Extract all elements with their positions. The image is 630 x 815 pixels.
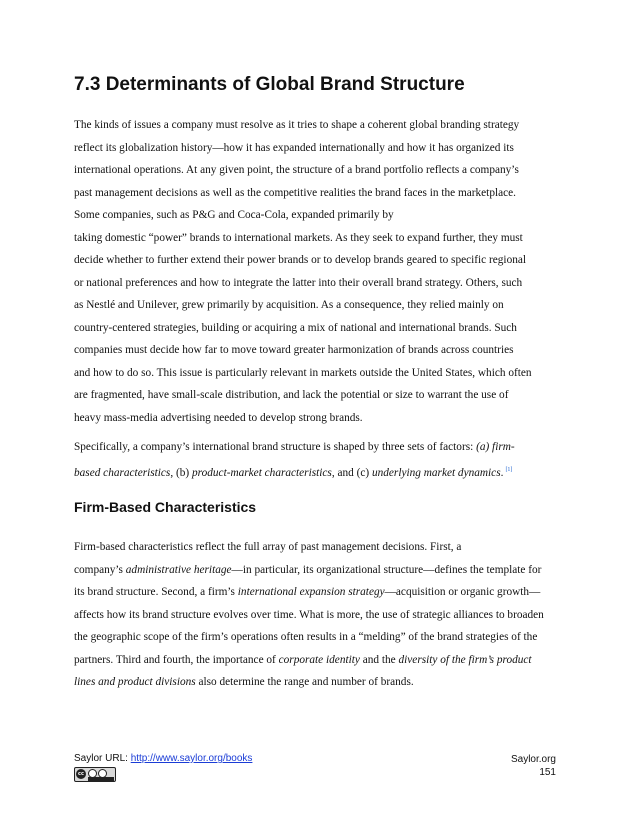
factor-b-emphasis: product-market characteristics: [191, 466, 332, 479]
text-segment: —in particular, its organizational structure—defines the template for: [231, 563, 542, 576]
factor-a-emphasis-cont: based characteristics: [74, 466, 171, 479]
text-line: are fragmented, have small-scale distribution, and lack the potential or size to warrant the use of: [74, 389, 509, 401]
text-segment: its brand structure. Second, a firm’s: [74, 586, 238, 598]
text-line: past management decisions as well as the competitive realities the brand faces in the marketplace.: [74, 186, 516, 199]
paragraph-firm-based: [74, 536, 558, 694]
text-line: affects how its brand structure evolves over time. What is more, the use of strategic alliances to broaden: [74, 608, 544, 621]
page-number: 151: [539, 767, 556, 778]
footer-right: [511, 753, 556, 779]
section-heading: Firm-Based Characteristics: [74, 499, 257, 515]
text-line: or national preferences and how to integrate the latter into their overall brand strategy. Others, such: [74, 276, 523, 289]
text-line: taking domestic “power” brands to international markets. As they seek to expand further, they must: [74, 231, 523, 244]
text-segment: —acquisition or organic growth—: [384, 586, 541, 598]
text-line: companies must decide how far to move toward greater harmonization of brands across countries: [74, 344, 514, 356]
paragraph-intro: [74, 114, 558, 429]
footer-url-label: Saylor URL:: [74, 753, 131, 764]
text-line: The kinds of issues a company must resolve as it tries to shape a coherent global branding strategy: [74, 119, 520, 131]
license-strip: [88, 777, 114, 781]
saylor-books-link[interactable]: http://www.saylor.org/books: [130, 753, 253, 764]
paragraph-factors-text: Specifically, a company’s international brand structure is shaped by three sets of factors:: [74, 441, 477, 453]
administrative-heritage-emphasis: administrative heritage: [125, 563, 232, 576]
text-segment: company’s: [74, 563, 126, 576]
text-line: reflect its globalization history—how it has expanded internationally and how it has organized its: [74, 141, 514, 154]
diversity-emphasis: diversity of the firm’s product: [398, 653, 532, 666]
paragraph-factors: [74, 436, 558, 484]
cc-logo-icon: cc: [76, 769, 86, 779]
page-title: 7.3 Determinants of Global Brand Structure: [74, 74, 465, 95]
text-segment: also determine the range and number of brands.: [195, 676, 414, 688]
footnote-link[interactable]: [1]: [505, 466, 513, 473]
factor-a-emphasis: (a) firm-: [476, 441, 515, 453]
period-text: .: [500, 466, 504, 479]
text-line: decide whether to further extend their power brands or to develop brands geared to specific regional: [74, 254, 527, 266]
text-line: as Nestlé and Unilever, grew primarily by acquisition. As a consequence, they relied mainly on: [74, 299, 504, 311]
separator-text: , (b): [170, 466, 192, 479]
footer-url: [74, 753, 252, 764]
product-lines-emphasis: lines and product divisions: [74, 676, 196, 688]
text-line: Firm-based characteristics reflect the full array of past management decisions. First, a: [74, 541, 462, 553]
corporate-identity-emphasis: corporate identity: [278, 653, 360, 666]
text-line: heavy mass-media advertising needed to develop strong brands.: [74, 411, 363, 424]
text-line: the geographic scope of the firm’s operations often results in a “melding” of the brand strategies of the: [74, 631, 538, 643]
text-line: and how to do so. This issue is particularly relevant in markets outside the United States, which often: [74, 366, 532, 379]
cc-by-nc-sa-icon[interactable]: [74, 767, 116, 782]
text-segment: and the: [359, 653, 399, 666]
text-line: international operations. At any given point, the structure of a brand portfolio reflects a company’s: [74, 164, 519, 176]
text-segment: partners. Third and fourth, the importance of: [74, 653, 279, 666]
text-line: country-centered strategies, building or acquiring a mix of national and international brands. Such: [74, 321, 517, 334]
factor-c-emphasis: underlying market dynamics: [371, 466, 501, 479]
separator-text: , and (c): [331, 466, 372, 479]
footer-site: Saylor.org: [510, 754, 556, 765]
text-line: Some companies, such as P&G and Coca-Cola, expanded primarily by: [74, 209, 394, 221]
expansion-strategy-emphasis: international expansion strategy: [237, 586, 385, 598]
